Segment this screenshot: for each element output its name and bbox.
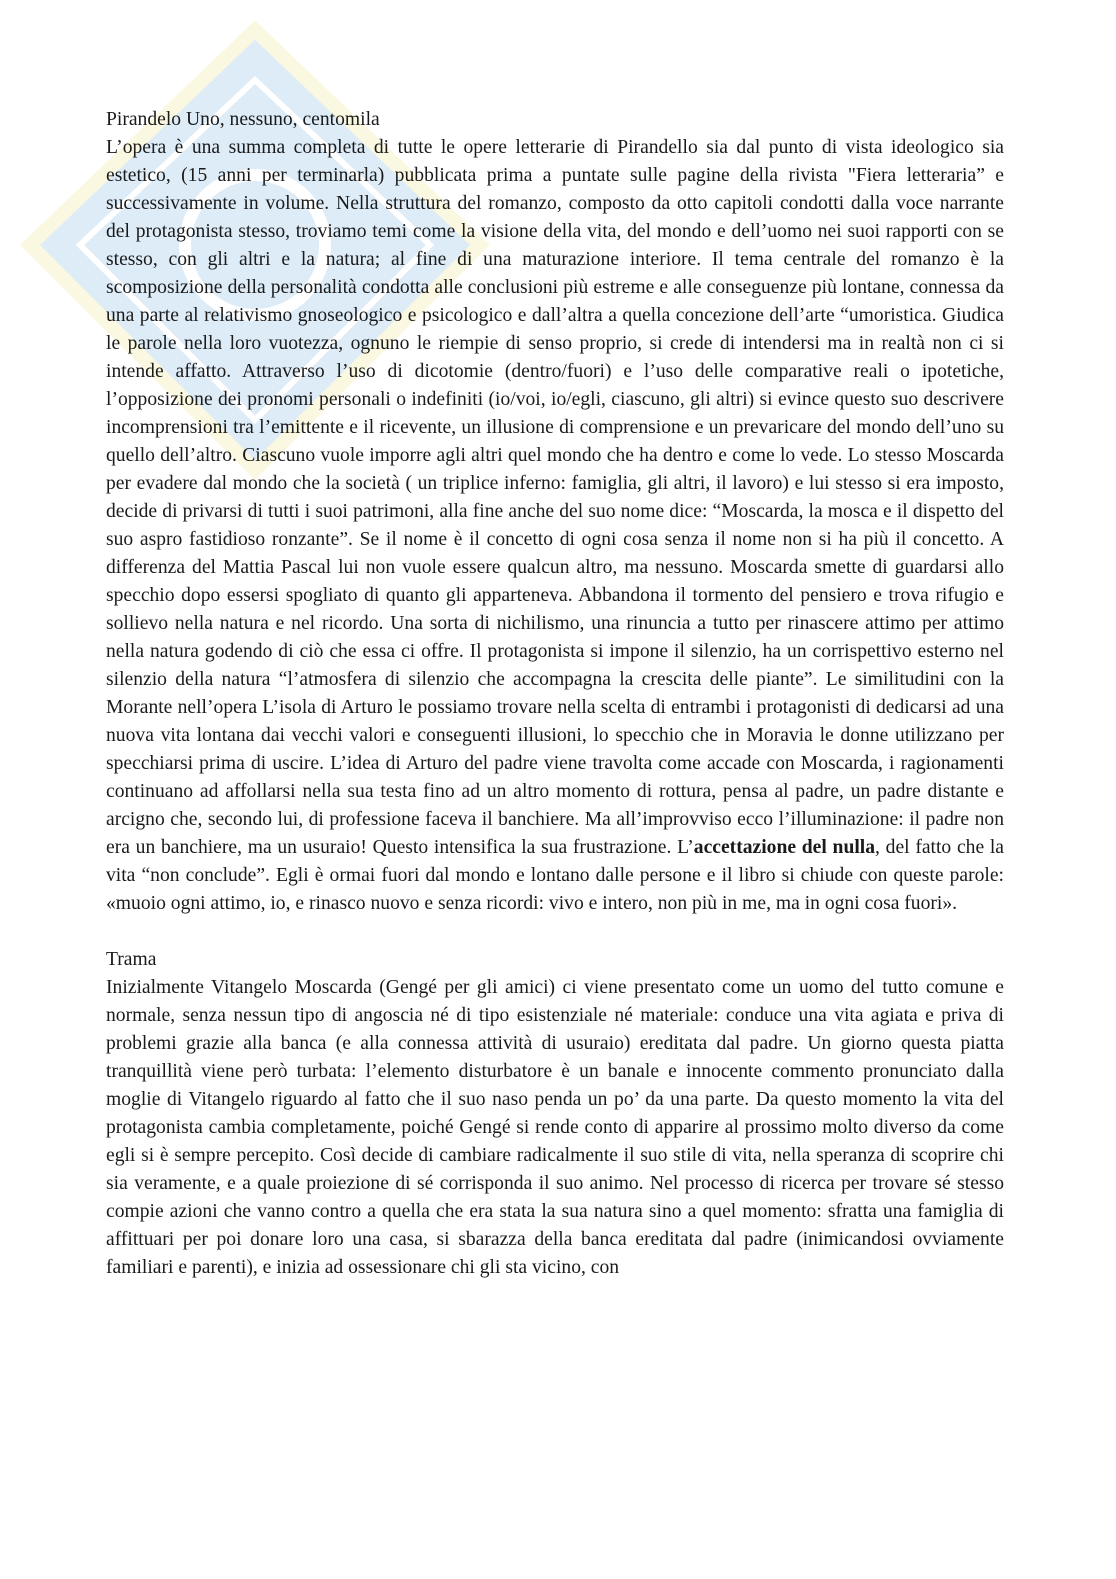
section-title-trama: Trama (106, 949, 157, 970)
intro-paragraph (106, 134, 1004, 918)
document-page (106, 106, 1004, 1282)
intro-text-end: , del fatto che la vita “non conclude”. Egli è ormai fuori dal mondo e lontano dalle persone e il libro si chiude con queste parole: «muoio ogni attimo, io, e rinasco nuovo e senza ricordi: vivo e intero, non più in me, ma in ogni cosa fuori». (106, 837, 1004, 914)
intro-bold-phrase: accettazione del nulla (693, 837, 876, 858)
document-title: Pirandelo Uno, nessuno, centomila (106, 109, 380, 130)
paragraph-spacer (106, 918, 1004, 946)
trama-paragraph: Inizialmente Vitangelo Moscarda (Gengé per gli amici) ci viene presentato come un uomo del tutto comune e normale, senza nessun tipo di angoscia né di tipo esistenziale né materiale: conduce una vita agiata e priva di problemi grazie alla banca (e alla connessa attività di usuraio) ereditata dal padre. Un giorno questa piatta tranquillità viene però turbata: l’elemento disturbatore è un banale e innocente commento pronunciato dalla moglie di Vitangelo riguardo al fatto che il suo naso penda un po’ da una parte. Da questo momento la vita del protagonista cambia completamente, poiché Gengé si rende conto di apparire al prossimo molto diverso da come egli si è sempre percepito. Così decide di cambiare radicalmente il suo stile di vita, nella speranza di scoprire chi sia veramente, e a quale proiezione di sé corrisponda il suo animo. Nel processo di ricerca per trovare sé stesso compie azioni che vanno contro a quella che era stata la sua natura sino a quel momento: sfratta una famiglia di affittuari per poi donare loro una casa, si sbarazza della banca ereditata dal padre (inimicandosi ovviamente familiari e parenti), e inizia ad ossessionare chi gli sta vicino, con (106, 977, 1004, 1278)
intro-text-start: L’opera è una summa completa di tutte le opere letterarie di Pirandello sia dal punto di vista ideologico sia estetico, (15 anni per terminarla) pubblicata prima a puntate sulle pagine della rivista "Fiera letteraria” e successivamente in volume. Nella struttura del romanzo, composto da otto capitoli condotti dalla voce narrante del protagonista stesso, troviamo temi come la visione della vita, del mondo e dell’uomo nei suoi rapporti con se stesso, con gli altri e la natura; al fine di una maturazione interiore. Il tema centrale del romanzo è la scomposizione della personalità condotta alle conclusioni più estreme e alle conseguenze più lontane, connessa da una parte al relativismo gnoseologico e psicologico e dall’altra a quella concezione dell’arte “umoristica. Giudica le parole nella loro vuotezza, ognuno le riempie di senso proprio, si crede di intendersi ma in realtà non ci si intende affatto. Attraverso l’uso di dicotomie (dentro/fuori) e l’uso delle comparative reali o ipotetiche, l’opposizione dei pronomi personali o indefiniti (io/voi, io/egli, ciascuno, gli altri) si evince questo suo descrivere incomprensioni tra l’emittente e il ricevente, un illusione di comprensione e un prevaricare del mondo dell’uno su quello dell’altro. Ciascuno vuole imporre agli altri quel mondo che ha dentro e come lo vede. Lo stesso Moscarda per evadere dal mondo che la società ( un triplice inferno: famiglia, gli altri, il lavoro) e lui stesso si era imposto, decide di privarsi di tutti i suoi patrimoni, alla fine anche del suo nome dice: “Moscarda, la mosca e il dispetto del suo aspro fastidioso ronzante”. Se il nome è il concetto di ogni cosa senza il nome non si ha più il concetto. A differenza del Mattia Pascal lui non vuole essere qualcun altro, ma nessuno. Moscarda smette di guardarsi allo specchio dopo essersi spogliato di quanto gli apparteneva. Abbandona il tormento del pensiero e trova rifugio e sollievo nella natura e nel ricordo. Una sorta di nichilismo, una rinuncia a tutto per rinascere attimo per attimo nella natura godendo di ciò che essa ci offre. Il protagonista si impone il silenzio, ha un corrispettivo esterno nel silenzio della natura “l’atmosfera di silenzio che accompagna la crescita delle piante”. Le similitudini con la Morante nell’opera L’isola di Arturo le possiamo trovare nella scelta di entrambi i protagonisti di dedicarsi ad una nuova vita lontana dai vecchi valori e conseguenti illusioni, lo specchio che in Moravia le donne utilizzano per specchiarsi prima di uscire. L’idea di Arturo del padre viene travolta come accade con Moscarda, i ragionamenti continuano ad affollarsi nella sua testa fino ad un altro momento di rottura, pensa al padre, un padre distante e arcigno che, secondo lui, di professione faceva il banchiere. Ma all’improvviso ecco l’illuminazione: il padre non era un banchiere, ma un usuraio! Questo intensifica la sua frustrazione. L’ (106, 137, 1004, 858)
